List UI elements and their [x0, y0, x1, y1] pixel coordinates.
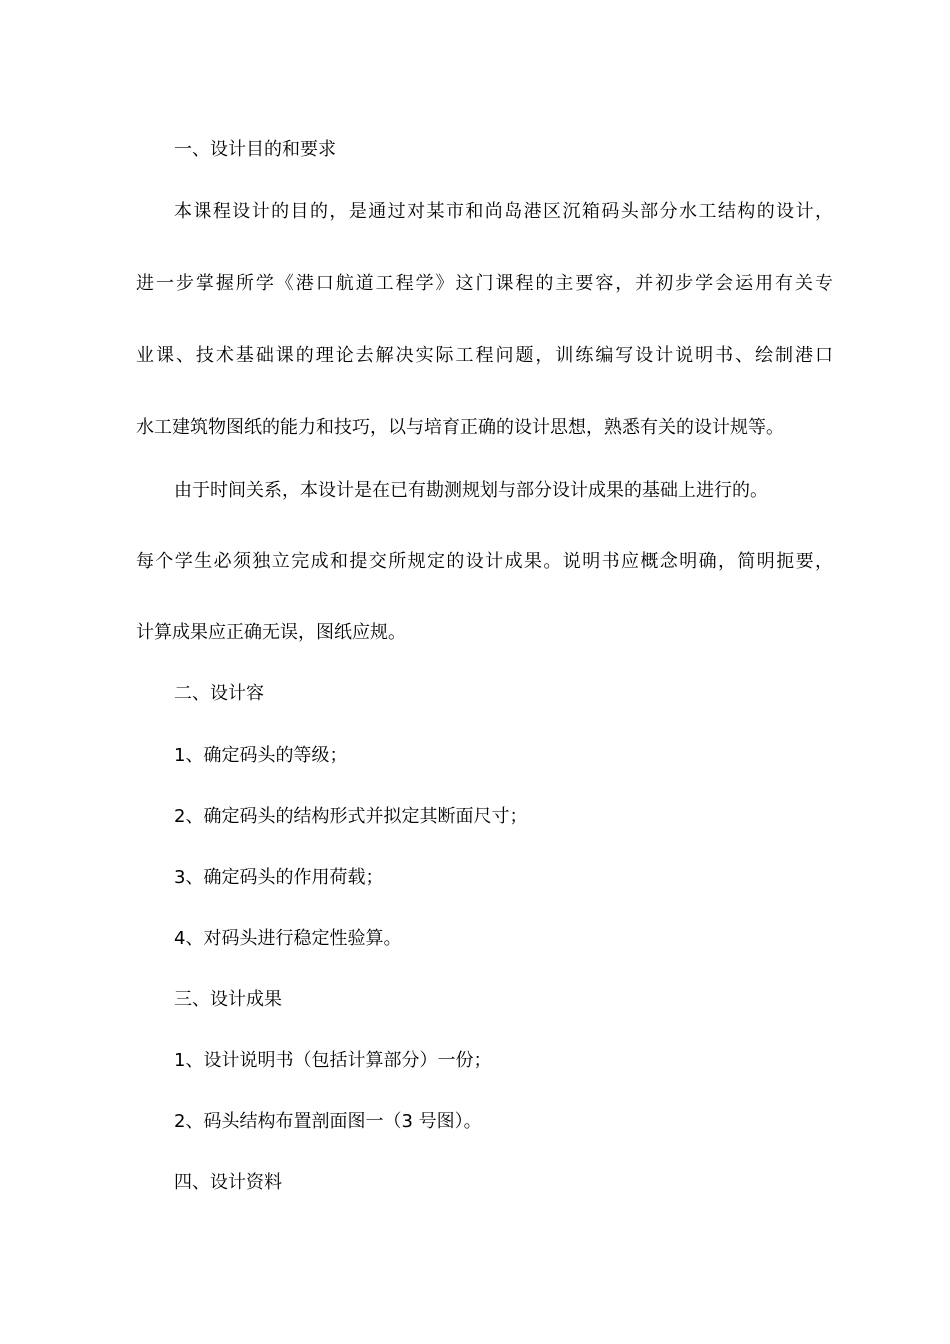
- section-heading-content: 二、设计容: [174, 683, 264, 704]
- paragraph-line: 本课程设计的目的，是通过对某市和尚岛港区沉箱码头部分水工结构的设计，: [174, 201, 833, 222]
- list-item: 2、确定码头的结构形式并拟定其断面尺寸；: [174, 806, 528, 827]
- list-item: 1、设计说明书（包括计算部分）一份；: [174, 1050, 492, 1071]
- paragraph-line: 由于时间关系，本设计是在已有勘测规划与部分设计成果的基础上进行的。: [174, 480, 768, 501]
- paragraph-line: 业课、技术基础课的理论去解决实际工程问题，训练编写设计说明书、绘制港口: [136, 345, 833, 366]
- paragraph-line: 水工建筑物图纸的能力和技巧，以与培育正确的设计思想，熟悉有关的设计规等。: [136, 417, 784, 438]
- list-item: 3、确定码头的作用荷载；: [174, 867, 384, 888]
- paragraph-line: 进一步掌握所学《港口航道工程学》这门课程的主要容，并初步学会运用有关专: [136, 273, 833, 294]
- list-item: 1、确定码头的等级；: [174, 745, 348, 766]
- paragraph-line: 每个学生必须独立完成和提交所规定的设计成果。说明书应概念明确，简明扼要，: [136, 551, 833, 572]
- section-heading-data: 四、设计资料: [174, 1172, 282, 1193]
- list-item: 2、码头结构布置剖面图一（3 号图）。: [174, 1111, 482, 1132]
- section-heading-purpose: 一、设计目的和要求: [174, 139, 336, 160]
- section-heading-results: 三、设计成果: [174, 989, 282, 1010]
- paragraph-line: 计算成果应正确无误，图纸应规。: [136, 622, 406, 643]
- list-item: 4、对码头进行稳定性验算。: [174, 928, 402, 949]
